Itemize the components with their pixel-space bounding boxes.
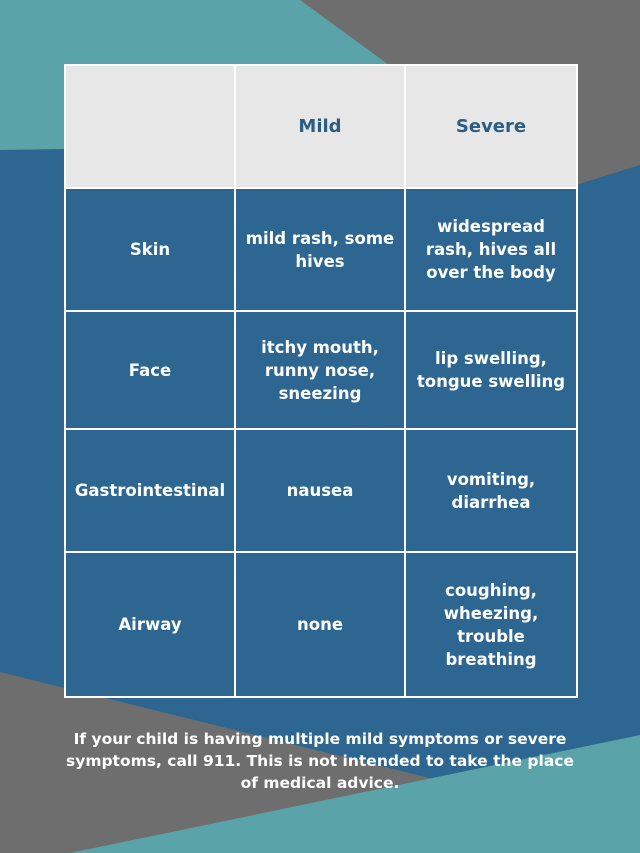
row-mild-cell: mild rash, some hives: [235, 188, 405, 311]
row-category: Gastrointestinal: [65, 429, 235, 552]
row-mild-cell: nausea: [235, 429, 405, 552]
row-severe-cell: vomiting, diarrhea: [405, 429, 577, 552]
table-header-row: [65, 65, 577, 188]
table-row: [65, 311, 577, 429]
disclaimer-text: If your child is having multiple mild symptoms or severe symptoms, call 911. This is not intended to take the place of medical advice.: [65, 730, 575, 792]
row-severe-cell: coughing, wheezing, trouble breathing: [405, 552, 577, 697]
header-corner-cell: [65, 65, 235, 188]
row-category: Face: [65, 311, 235, 429]
table-row: [65, 188, 577, 311]
header-mild: Mild: [235, 65, 405, 188]
table-row: [65, 552, 577, 697]
row-severe-cell: widespread rash, hives all over the body: [405, 188, 577, 311]
table-row: [65, 429, 577, 552]
row-mild-cell: itchy mouth, runny nose, sneezing: [235, 311, 405, 429]
row-severe-cell: lip swelling, tongue swelling: [405, 311, 577, 429]
symptom-table: [64, 64, 578, 698]
header-severe: Severe: [405, 65, 577, 188]
row-category: Skin: [65, 188, 235, 311]
row-category: Airway: [65, 552, 235, 697]
row-mild-cell: none: [235, 552, 405, 697]
